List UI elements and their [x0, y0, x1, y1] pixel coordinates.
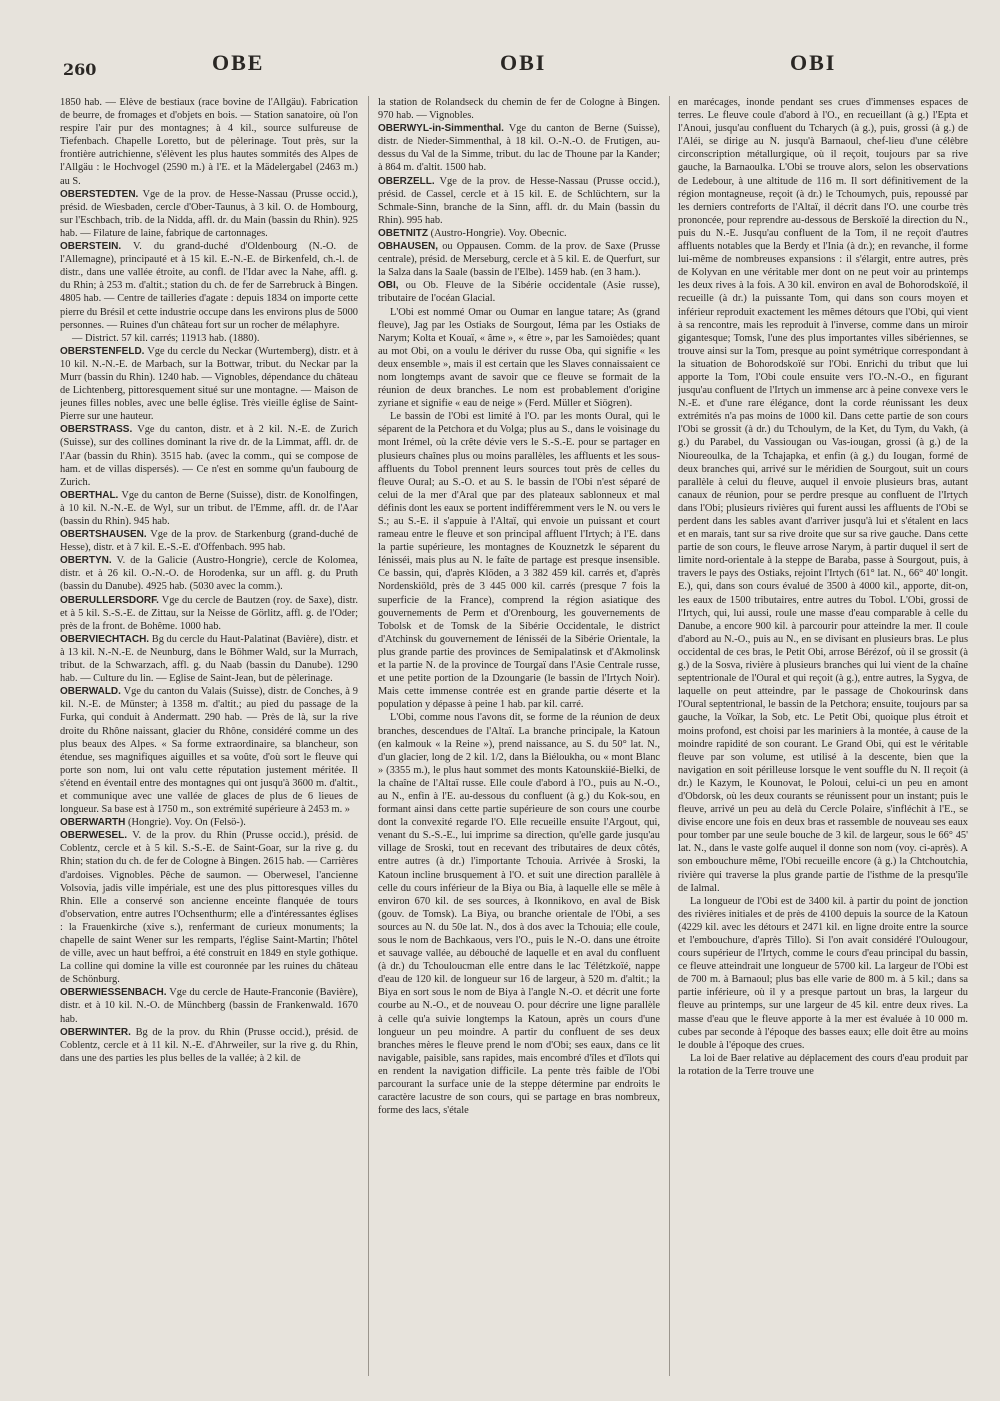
page-header: [0, 48, 1000, 88]
dictionary-entry: [378, 410, 660, 711]
column-divider: [669, 96, 670, 1376]
entry-headword: OBERWINTER.: [60, 1026, 131, 1038]
entry-text: V. de la prov. du Rhin (Prusse occid.), présid. de Coblentz, cercle et à 5 kil. S.-S.-E. de Saint-Goar, sur la rive g. du Rhin; station du ch. de fer de Cologne à Bingen. 2615 hab. — Carrières d'ardoises. Vignobles. Pêche de saumon. — Oberwesel, l'ancienne Volsovia, jadis ville impériale, est une des plus pittoresques villes du Rhin. Elle a conservé son ancienne enceinte flanquée de tours d'observation, entre autres l'Ochsenthurm; elle a d'intéressantes églises : la Frauenkirche (xive s.), renfermant de curieux monuments; la chapelle de saint Wener sur les remparts, l'église Saint-Martin; l'hôtel de ville, avec un haut beffroi, a été construit en 1849 en style gothique. La colline qui domine la ville est couronnée par les ruines du château de Schönburg.: [60, 830, 358, 986]
entry-text: La loi de Baer relative au déplacement des cours d'eau produit par la rotation de la Terre trouve une: [678, 1052, 968, 1077]
entry-text: La longueur de l'Obi est de 3400 kil. à partir du point de jonction des rivières initiales et de près de 4100 depuis la source de la Katoun (4229 kil. avec les détours et 2471 kil. en ligne droite entre la source et l'embouchure, d'après Tillo). Si l'on avait considéré l'Oulougour, cours supérieur de l'Irtych, comme le cours d'eau principal du bassin, ce fleuve atteindrait une longueur de 5700 kil. La largeur de l'Obi est de 700 m. à Barnaoul; plus bas elle varie de 800 m. à 5 kil.; dans sa partie inférieure, où il y a presque partout un bras, la largeur du fleuve au printemps, sur une largeur de 45 kil. entre deux rives. La masse d'eau que le fleuve apporte à la mer est évaluée à 10 000 m. cubes par seconde à l'époque des basses eaux; elle doit être au moins le double à l'époque des crues.: [678, 895, 968, 1051]
running-head-right: OBI: [790, 50, 837, 75]
entry-headword: OBERWYL-in-Simmenthal.: [378, 123, 504, 135]
entry-text: V. de la Galicie (Austro-Hongrie), cercle de Kolomea, distr. et à 26 kil. O.-N.-O. de Horodenka, sur un affl. g. du Pruth (bassin du Danube). 4925 hab. (5030 avec la comm.).: [60, 555, 358, 593]
entry-text: V. du grand-duché d'Oldenbourg (N.-O. de l'Allemagne), principauté et à 15 kil. E.-N.-E. de Birkenfeld, ch.-l. de distr., dans une vallée étroite, au confl. de l'Idar avec la Nahe, affl. g. du Rhin; à 253 m. d'altit.; station du ch. de fer de Sarrebruck à Bingen. 4805 hab. — Centre de tailleries d'agate : depuis 1834 on importe cette pierre du Brésil et cette industrie occupe dans les environs plus de 5000 personnes. — Ruines d'un château fort sur un rocher de mélaphyre.: [60, 241, 358, 331]
running-head-center: OBI: [500, 50, 547, 75]
entry-text: L'Obi est nommé Omar ou Oumar en langue tatare; As (grand fleuve), Jag par les Ostiaks de Sourgout, Iéma par les Ostiaks de Narym; Kolta et Kouaï, « âme », « être », par les Samoièdes; quant au mot Obi, on a voulu le dériver du russe Oba, qui signifie « les deux ensemble », mais il est certain que les Slaves connaissaient ce nom longtemps avant de savoir que ce fleuve se formait de la réunion de deux branches. Le nom est probablement d'origine zyriane et signifie « eau de neige » (Ferd. Müller et Siögren).: [378, 306, 660, 410]
dictionary-entry: [60, 986, 358, 1025]
entry-headword: OBERTHAL.: [60, 489, 119, 501]
entry-text: 1850 hab. — Elève de bestiaux (race bovine de l'Allgäu). Fabrication de beurre, de fromages et d'objets en bois. — Station sanatoire, où l'on respire l'air pur des montagnes; à 4 kil., source sulfureuse de Tiefenbach. Chapelle Loretto, but de pèlerinage. Tout près, sur la frontière autrichienne, s'élèvent les plus hautes sommités des Alpes de l'Allgäu : le Hochvogel (2590 m.) à l'E. et la Mädelergabel (2463 m.) au S.: [60, 97, 358, 187]
dictionary-entry: [60, 594, 358, 633]
entry-text: Vge de la prov. de Hesse-Nassau (Prusse occid.), présid. de Cassel, cercle et à 15 kil. E. de Schlüchtern, sur la Schmale-Sinn, branche de la Sinn, affl. dr. du Main (bassin du Rhin). 995 hab.: [378, 175, 660, 226]
dictionary-entry: [60, 96, 358, 188]
entry-headword: OBERSTENFELD.: [60, 345, 145, 357]
text-column-1: [60, 96, 358, 1386]
page-number: 260: [63, 60, 97, 79]
entry-text: Vge du cercle de Haute-Franconie (Bavière), distr. et à 10 kil. N.-O. de Münchberg (bassin de Frankenwald. 1670 hab.: [60, 987, 358, 1025]
text-column-3: [678, 96, 968, 1386]
dictionary-entry: [60, 816, 358, 829]
dictionary-entry: [60, 1026, 358, 1065]
dictionary-entry: [60, 528, 358, 554]
dictionary-entry: [378, 96, 660, 122]
entry-headword: OBERWESEL.: [60, 830, 128, 842]
dictionary-entry: [378, 240, 660, 279]
dictionary-entry: [60, 240, 358, 332]
dictionary-entry: [378, 227, 660, 240]
dictionary-entry: [60, 685, 358, 816]
entry-text: Vge du canton du Valais (Suisse), distr. de Conches, à 9 kil. N.-E. de Münster; à 1358 m. d'altit.; au pied du passage de la Furka, qui conduit à Andermatt. 290 hab. — Près de là, sur la rive droite du Rhône naissant, glacier du Rhône, considéré comme un des plus beaux des Alpes. « Sa forme extraordinaire, sa blancheur, son étendue, ses magnifiques aiguilles et sa voûte, d'où sort le fleuve qui porte son nom, lui ont valu cette réputation justement méritée. Il s'étend en éventail entre des montagnes qui ont jusqu'à 3600 m. d'altit., et communique avec une vallée de glaces de plus de 6 lieues de longueur. Sa base est à 1750 m., son extrémité supérieure à 2453 m. »: [60, 686, 358, 816]
entry-text: (Austro-Hongrie). Voy. Obecnic.: [430, 227, 567, 239]
entry-headword: OBERWALD.: [60, 686, 121, 698]
dictionary-entry: [378, 122, 660, 174]
entry-headword: OBERSTEDTEN.: [60, 188, 139, 200]
dictionary-entry: [378, 711, 660, 1117]
entry-text: Vge de la prov. de Starkenburg (grand-duché de Hesse), distr. et à 7 kil. E.-S.-E. d'Offenbach. 995 hab.: [60, 529, 358, 554]
dictionary-entry: [60, 554, 358, 593]
dictionary-entry: [60, 423, 358, 488]
entry-text: Vge du canton, distr. et à 2 kil. N.-E. de Zurich (Suisse), sur des collines dominant la rive dr. de la Limmat, affl. dr. de l'Aar (bassin du Rhin). 3515 hab. (avec la comm., qui se compose de ham. et de villas dispersés). — Ce n'est en somme qu'un faubourg de Zurich.: [60, 424, 358, 488]
dictionary-entry: [60, 345, 358, 424]
entry-text: ou Oppausen. Comm. de la prov. de Saxe (Prusse centrale), présid. de Merseburg, cercle et à 5 kil. E. de Querfurt, sur la Salza dans la Saale (bassin de l'Elbe). 1459 hab. (en 3 ham.).: [378, 241, 660, 279]
dictionary-entry: [378, 279, 660, 305]
text-column-2: [378, 96, 660, 1386]
dictionary-entry: [678, 895, 968, 1052]
dictionary-entry: [378, 306, 660, 411]
entry-headword: OBERSTRASS.: [60, 424, 133, 436]
entry-text: Vge du cercle de Bautzen (roy. de Saxe), distr. et à 5 kil. S.-S.-E. de Zittau, sur la Neisse de Görlitz, affl. g. de l'Oder; près de la front. de Bohême. 1000 hab.: [60, 594, 358, 632]
entry-headword: OBERWARTH: [60, 817, 126, 829]
entry-text: L'Obi, comme nous l'avons dit, se forme de la réunion de deux branches, descendues de l'Altaï. La branche principale, la Katoun (en kalmouk « la Reine »), prend naissance, au S. du 50° lat. N., d'un glacier, long de 2 kil. 1/2, dans la Biéloukha, ou « mont Blanc » (3355 m.), le plus haut sommet des monts Katounskiié-Bielki, de la chaîne de l'Altaï russe. Elle coule d'abord à l'O., puis au N.-O., au N., enfin à l'E. au-dessous du confluent (à g.) du Kok-sou, en formant ainsi dans cette partie supérieure de son cours une courbe dont la convexité regarde l'O. Elle recueille ensuite l'Argout, qui, venant du S.-S.-E., lui imprime sa direction, qu'elle garde jusqu'au village de Sroski, tout en recevant des tributaires de deux côtés, entre autres (à dr.) l'importante Tchouia. Arrivée à Sroski, la Katoun incline brusquement à l'O. et suit une direction parallèle à celle du cours inférieur de la Biya ou Bia, à laquelle elle se mêle à environ 670 kil. de ses sources, à Ikonnikovo, en aval de Bisk (gouv. de Tomsk). La Biya, ou branche orientale de l'Obi, a ses sources au N. du 50e lat. N., dos à dos avec la Tchouia; elle coule, sous le nom de Bachkaous, vers l'O., puis le N.-O. dans une étroite et sauvage vallée, au débouché de laquelle et en aval du confluent (à dr.) du Tchouloucman elle entre dans le lac Télétzkoïé, nappe d'eau de 120 kil. de longueur sur 16 de largeur, à 520 m. d'altit.; la Biya en sort sous le nom de Biya à l'angle N.-O. et décrit une forte courbe au N.-O., et de nouveau O. pour décrire une ligne parallèle à celle qu'a suivie longtemps la Katoun, après un cours d'une longueur un peu moindre. A partir du confluent de ses deux branches mères le fleuve prend le nom d'Obi; ses eaux, dans ce lit navigable, paisible, sans rapides, mais encombré d'îles et d'îlots qui en rendent la navigation difficile. La pente très faible de l'Obi parcourant la surface unie de la steppe détermine par endroits le caractère lacustre de son cours, qui se partage en bras nombreux, forme des lacs, s'étale: [378, 712, 660, 1117]
entry-text: Vge du canton de Berne (Suisse), distr. de Konolfingen, à 10 kil. N.-N.-E. de Wyl, sur un tribut. de l'Emme, affl. dr. de l'Aar (bassin du Rhin). 945 hab.: [60, 489, 358, 527]
entry-text: — District. 57 kil. carrés; 11913 hab. (1880).: [72, 332, 260, 344]
entry-headword: OBETNITZ: [378, 227, 428, 239]
dictionary-entry: [60, 332, 358, 345]
entry-text: Vge du canton de Berne (Suisse), distr. de Nieder-Simmenthal, à 18 kil. O.-N.-O. de Frutigen, au-dessus du Val de la Simme, tribut. du lac de Thoune par la Kander; à 864 m. d'altit. 1500 hab.: [378, 123, 660, 174]
dictionary-entry: [678, 96, 968, 895]
entry-text: la station de Rolandseck du chemin de fer de Cologne à Bingen. 970 hab. — Vignobles.: [378, 97, 660, 122]
entry-headword: OBERSTEIN.: [60, 241, 122, 253]
entry-text: Bg de la prov. du Rhin (Prusse occid.), présid. de Coblentz, cercle et à 11 kil. N.-E. d'Ahrweiler, sur la rive g. du Rhin, dans une des parties les plus belles de la vallée; à 2 kil. de: [60, 1026, 358, 1064]
entry-headword: OBERWIESSENBACH.: [60, 987, 167, 999]
running-head-left: OBE: [212, 50, 265, 75]
entry-headword: OBERVIECHTACH.: [60, 633, 150, 645]
entry-headword: OBERZELL.: [378, 175, 435, 187]
entry-text: Vge du cercle du Neckar (Wurtemberg), distr. et à 10 kil. N.-N.-E. de Marbach, sur la Bottwar, tribut. du Neckar par la Murr (bassin du Rhin). 1240 hab. — Vignobles, dépendance du château de Lichtenberg, pittoresquement situé sur une montagne. — Maison de jeunes filles nobles, avec une belle église. Très vieille église de Saint-Pierre sur une hauteur.: [60, 345, 358, 423]
entry-text: Le bassin de l'Obi est limité à l'O. par les monts Oural, qui le séparent de la Petchora et du Volga; plus au S., dans le voisinage du mont Irémel, où la crête dévie vers le S.-S.-E. pour se partager en plusieurs chaînes plus ou moins parallèles, les affluents et les sous-affluents du Tobol prennent leurs sources tout près de celles du fleuve Oural; au S.-O. et au S. le bassin de l'Obi n'est séparé de celui de la mer d'Aral que par des plateaux sablonneux et mal définis dont les eaux se portent indifféremment vers le N. ou vers le S.; au S.-E. il s'appuie à l'Altaï, qui envoie un puissant et court rameau entre le fleuve et son principal affluent l'Irtych; à l'E. dans la partie supérieure, les montagnes de Kouznetzk le séparent du Iénisséi, mais plus au N. le faîte de partage est presque insensible. Ce bassin, qui, d'après Klöden, a 3 382 459 kil. carrés et, d'après Nordenskiöld, près de 3 445 000 kil. carrés (presque 7 fois la superficie de la France), comprend la région asiatique des gouvernements de Perm et d'Orenbourg, les gouvernements de Tobolsk et de Tomsk de la Sibérie Occidentale, le district d'Atchinsk du gouvernement de Iénisséi de la Sibérie Orientale, la plus grande partie des provinces de Semipalatinsk et d'Akmolinsk et la partie N. de la province de Tourgaï dans l'Asie Centrale russe, et une petite portion de la Dzoungarie (le bassin de l'Irtych Noir). Mais cette immense contrée est en grande partie déserte et la population y dépasse à peine 1 hab. par kil. carré.: [378, 411, 660, 711]
entry-text: Bg du cercle du Haut-Palatinat (Bavière), distr. et à 13 kil. N.-N.-E. de Neunburg, dans le Böhmer Wald, sur la Murrach, tribut. de la Schwarzach, affl. g. du Naab (bassin du Danube). 1290 hab. — Culture du lin. — Eglise de Saint-Jean, but de pèlerinage.: [60, 633, 358, 685]
dictionary-entry: [678, 1052, 968, 1078]
entry-text: Vge de la prov. de Hesse-Nassau (Prusse occid.), présid. de Wiesbaden, cercle d'Ober-Taunus, à 3 kil. O. de Hombourg, sur l'Eschbach, trib. de la Nidda, affl. dr. du Main (bassin du Rhin). 925 hab. — Filature de laine, fabrique de cartonnages.: [60, 188, 358, 239]
dictionary-entry: [60, 633, 358, 685]
entry-text: en marécages, inonde pendant ses crues d'immenses espaces de terres. Le fleuve coule d'abord à l'O., en recueillant (à g.) l'Epta et l'Anoui, jusqu'au confluent du Tcharych (à g.), puis, grossi (à g.) de l'Aléi, se dirige au N. jusqu'à Barnaoul, chef-lieu d'une célèbre circonscription métallurgique, où il reçoit, toujours par sa rive gauche, la Barnaoulka. L'Obi se trouve alors, selon les observations de Ledebour, à une altitude de 116 m. Il sort définitivement de la région montagneuse, reçoit (à dr.) le Tchoumych, puis, repoussé par les derniers contreforts de l'Altaï, il décrit dans l'O. une courbe très prononcée, pour reprendre au-dessous de Berskoïé la direction du N., puis du N.-E. Jusqu'au confluent de la Tom, il ne reçoit d'autres affluents notables que la Berdy et l'Inia (à dr.); en revanche, il forme lui-même de nombreuses expansions : il s'élargit, entre autres, près de Kolyvan en une véritable mer dont on ne peut voir au printemps les deux rives à la fois. A 30 kil. environ en aval de Bohorodskoïé, il recueille (à dr.) la puissante Tom, qui dans son cours moyen et inférieur reproduit exactement les mêmes détours que l'Obi, qui vient à sa rencontre, mais les reproduit à l'inverse, comme dans un miroir gigantesque; Tomsk, l'une des plus importantes villes sibériennes, se trouve ainsi sur la Tom, presque au point symétrique correspondant à la situation de Bohorodskoïé sur l'Obi. Enrichi du tribut que lui apporte la Tom, l'Obi coule ensuite vers l'O.-N.-O., en figurant jusqu'au confluent de l'Irtych un immense arc à peine convexe vers le N.-E. et d'une rare élégance, dont la corde réunissant les deux extrémités n'a pas moins de 1000 kil. Dans cette partie de son cours l'Obi se grossit (à dr.) du Tchoulym, de la Ket, du Tym, du Vakh, (à g.) du Parabel, du Vassiougan ou Vas-iougan, grossi (à g.) de la Nioureoulka, de la Tchajapka, et enfin (à g.) du Iougan, formé de deux branches qui, arrivé sur le méridien de Sourgout, suit un cours parallèle à celui du fleuve, auquel il envoie plusieurs bras, autant canaux de réunion, pour se perdre presque au confluent de l'Irtych dans l'Obi; plusieurs rivières qui furent aussi les affluents de l'Obi se perdent dans les sables avant d'arriver jusqu'à lui et s'étalent en lacs et en marais, tant sur sa rive droite que sur sa rive gauche. Dans cette partie de son cours, le fleuve arrose Narym, à partir duquel il sert de limite nord-orientale à la steppe de Baraba, passe à Sourgout, puis, à travers le pays des Ostiaks, rejoint l'Irtych (61° lat. N., 66° 40' longit. E.), qui, dans son cours évalué de 3500 à 4000 kil., apporte, dit-on, les eaux de 1500 tributaires, entre autres du Tobol. L'Obi, grossi de l'Irtych, qui, lui aussi, roule une masse d'eau comparable à celle du Danube, a encore 900 kil. à parcourir pour atteindre la mer. Il coule d'abord au N.-O., puis au N., en se divisant en plusieurs bras. Le plus occidental de ces bras, le Petit Obi, arrose Bérézof, où il se grossit (à g.) de la Sosva, rivière à plusieurs branches qui lui vient de la chaîne septentrionale de l'Oural et qui reçoit (à g.), entre autres, la Sygva, de laquelle on peut atteindre, par le passage de Chokourinsk dans l'Oural septentrional, le bassin de la Petchora; ensuite, toujours par sa gauche, la Voïkar, la Sob, etc. Le Petit Obi, quoique plus étroit et moins profond, est choisi par les mariniers à la montée, à cause de la moindre rapidité de son courant. Le Grand Obi, qui est le véritable fleuve par son volume, est utilisé à la descente, bien que la navigation en soit périlleuse lorsque le vent souffle du N. Il reçoit (à dr.) le Kazym, le Kounovat, le Poloui, celui-ci un peu en amont d'Obdorsk, où les deux courants se réunissent pour un instant; puis le fleuve, arrivé un peu au delà du Cercle Polaire, s'infléchit à l'E., se divise encore une fois en deux bras et rassemble de nouveau ses eaux pour tomber par une seule bouche de 3 kil. de largeur, sous le 66° 45' lat. N., dans le vaste golfe auquel il donne son nom (voy. ci-après). A son embouchure même, l'Obi recueille encore (à g.) la Chtchoutchia, rivière qui traverse la plus grande partie de l'isthme de la presqu'île de Ialmal.: [678, 97, 968, 894]
entry-headword: OBERULLERSDORF.: [60, 594, 159, 606]
entry-headword: OBERTSHAUSEN.: [60, 529, 147, 541]
column-divider: [368, 96, 369, 1376]
entry-headword: OBHAUSEN,: [378, 241, 439, 253]
dictionary-entry: [60, 829, 358, 986]
dictionary-entry: [378, 175, 660, 227]
dictionary-entry: [60, 188, 358, 240]
entry-headword: OBI,: [378, 280, 399, 292]
entry-text: (Hongrie). Voy. On (Felsö-).: [127, 817, 246, 829]
entry-text: ou Ob. Fleuve de la Sibérie occidentale (Asie russe), tributaire de l'océan Glacial.: [378, 280, 660, 305]
entry-headword: OBERTYN.: [60, 555, 112, 567]
dictionary-entry: [60, 489, 358, 528]
